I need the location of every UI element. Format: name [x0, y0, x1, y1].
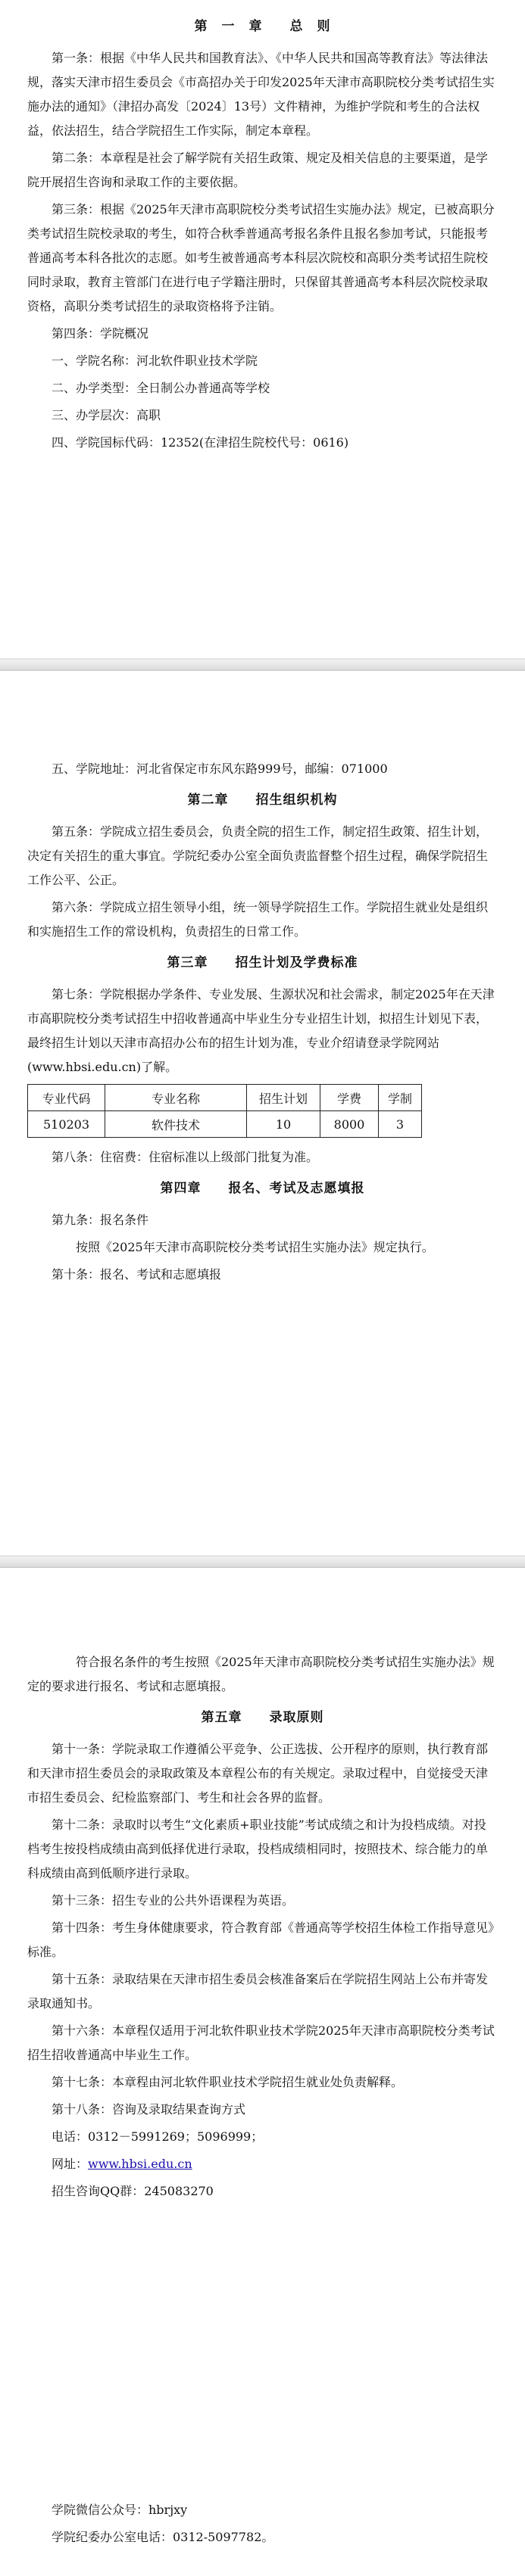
table-header-cell: 专业代码: [28, 1085, 105, 1111]
website-link[interactable]: www.hbsi.edu.cn: [88, 2157, 192, 2171]
article-18: 第十八条：咨询及录取结果查询方式: [52, 2102, 246, 2117]
college-type: 二、办学类型：全日制公办普通高等学校: [52, 381, 270, 395]
article-5: 第五条：学院成立招生委员会，负责全院的招生工作，制定招生政策、招生计划，决定有关招生的重大事宜。学院纪委办公室全面负责监督整个招生过程，确保学院招生工作公平、公正。: [27, 824, 489, 887]
college-level: 三、办学层次：高职: [52, 408, 161, 422]
table-cell: 8000: [320, 1111, 379, 1138]
chapter-1-title: 第 一 章 总 则: [194, 19, 331, 34]
table-header-cell: 专业名称: [105, 1085, 247, 1111]
table-header-cell: 学制: [379, 1085, 422, 1111]
article-6: 第六条：学院成立招生领导小组，统一领导学院招生工作。学院招生就业处是组织和实施招生工作的常设机构，负责招生的日常工作。: [27, 900, 489, 939]
article-13: 第十三条：招生专业的公共外语课程为英语。: [52, 1893, 295, 1908]
registration-intro: 符合报名条件的考生按照《2025年天津市高职院校分类考试招生实施办法》规定的要求进行报名、考试和志愿填报。: [27, 1655, 495, 1693]
table-row: [28, 1111, 422, 1138]
article-17: 第十七条：本章程由河北软件职业技术学院招生就业处负责解释。: [52, 2075, 404, 2089]
chapter-2-title: 第二章 招生组织机构: [187, 793, 338, 808]
chapter-3-title: 第三章 招生计划及学费标准: [167, 955, 358, 970]
article-9-detail: 按照《2025年天津市高职院校分类考试招生实施办法》规定执行。: [76, 1240, 434, 1254]
article-12: 第十二条：录取时以考生“文化素质+职业技能”考试成绩之和计为投档成绩。对投档考生按投档成绩由高到低择优进行录取，投档成绩相同时，按照技术、综合能力的单科成绩由高到低顺序进行录取。: [27, 1818, 489, 1880]
table-cell: 3: [379, 1111, 422, 1138]
website-label: 网址：: [52, 2157, 89, 2171]
page-4: [0, 2498, 525, 2553]
chapter-5-title: 第五章 录取原则: [201, 1710, 324, 1725]
table-header-cell: 招生计划: [247, 1085, 320, 1111]
article-11: 第十一条：学院录取工作遵循公平竞争、公正选拔、公开程序的原则，执行教育部和天津市招生委员会的录取政策及本章程公布的有关规定。录取过程中，自觉接受天津市招生委员会、纪检监察部门、考生和社会各界的监督。: [27, 1742, 489, 1805]
article-16: 第十六条：本章程仅适用于河北软件职业技术学院2025年天津市高职院校分类考试招生招收普通高中毕业生工作。: [27, 2023, 495, 2062]
page-separator: [0, 1556, 525, 1568]
table-cell: 10: [247, 1111, 320, 1138]
article-10: 第十条：报名、考试和志愿填报: [52, 1267, 222, 1282]
article-9: 第九条：报名条件: [52, 1213, 149, 1227]
college-name: 一、学院名称：河北软件职业技术学院: [52, 354, 258, 368]
article-8: 第八条：住宿费：住宿标准以上级部门批复为准。: [52, 1150, 319, 1164]
discipline-office-phone: 学院纪委办公室电话：0312-5097782。: [52, 2530, 274, 2544]
table-header-row: [28, 1085, 422, 1111]
chapter-4-title: 第四章 报名、考试及志愿填报: [160, 1181, 365, 1196]
article-1: 第一条：根据《中华人民共和国教育法》、《中华人民共和国高等教育法》等法律法规，落实天津市招生委员会《市高招办关于印发2025年天津市高职院校分类考试招生实施办法的通知》（津招办高发〔2024〕13号）文件精神，为维护学院和考生的合法权益，依法招生，结合学院招生工作实际，制定本章程。: [27, 51, 495, 138]
article-15: 第十五条：录取结果在天津市招生委员会核准备案后在学院招生网站上公布并寄发录取通知书。: [27, 1972, 489, 2011]
contact-website: [27, 2152, 498, 2176]
enrollment-plan-table: [27, 1084, 422, 1138]
article-2: 第二条：本章程是社会了解学院有关招生政策、规定及相关信息的主要渠道，是学院开展招生咨询和录取工作的主要依据。: [27, 151, 489, 189]
college-address: 五、学院地址：河北省保定市东风东路999号，邮编：071000: [52, 762, 388, 776]
article-7: 第七条：学院根据办学条件、专业发展、生源状况和社会需求，制定2025年在天津市高职院校分类考试招生中招收普通高中毕业生分专业招生计划，拟招生计划见下表，最终招生计划以天津市高招办公布的招生计划为准，专业介绍请登录学院网站(www.hbsi.edu.cn)了解。: [27, 987, 495, 1074]
article-4: 第四条：学院概况: [52, 326, 149, 341]
page-2: [0, 757, 525, 1290]
table-header-cell: 学费: [320, 1085, 379, 1111]
table-cell: 510203: [28, 1111, 105, 1138]
page-1: [0, 15, 525, 458]
wechat-account: 学院微信公众号：hbrjxy: [52, 2503, 188, 2517]
article-3: 第三条：根据《2025年天津市高职院校分类考试招生实施办法》规定，已被高职分类考试招生院校录取的考生，如符合秋季普通高考报名条件且报名参加考试，只能报考普通高考本科各批次的志愿。如考生被普通高考本科层次院校和高职分类考试招生院校同时录取，教育主管部门在进行电子学籍注册时，只保留其普通高考本科层次院校录取资格，高职分类考试招生的录取资格将予注销。: [27, 202, 495, 313]
page-3: [0, 1650, 525, 2207]
table-cell: 软件技术: [105, 1111, 247, 1138]
article-14: 第十四条：考生身体健康要求，符合教育部《普通高等学校招生体检工作指导意见》标准。: [27, 1920, 495, 1959]
page-separator: [0, 659, 525, 671]
contact-qq-group: 招生咨询QQ群：245083270: [52, 2184, 214, 2198]
college-code: 四、学院国标代码：12352(在津招生院校代号：0616): [52, 435, 349, 450]
contact-phone: 电话：0312－5991269；5096999；: [52, 2129, 264, 2144]
